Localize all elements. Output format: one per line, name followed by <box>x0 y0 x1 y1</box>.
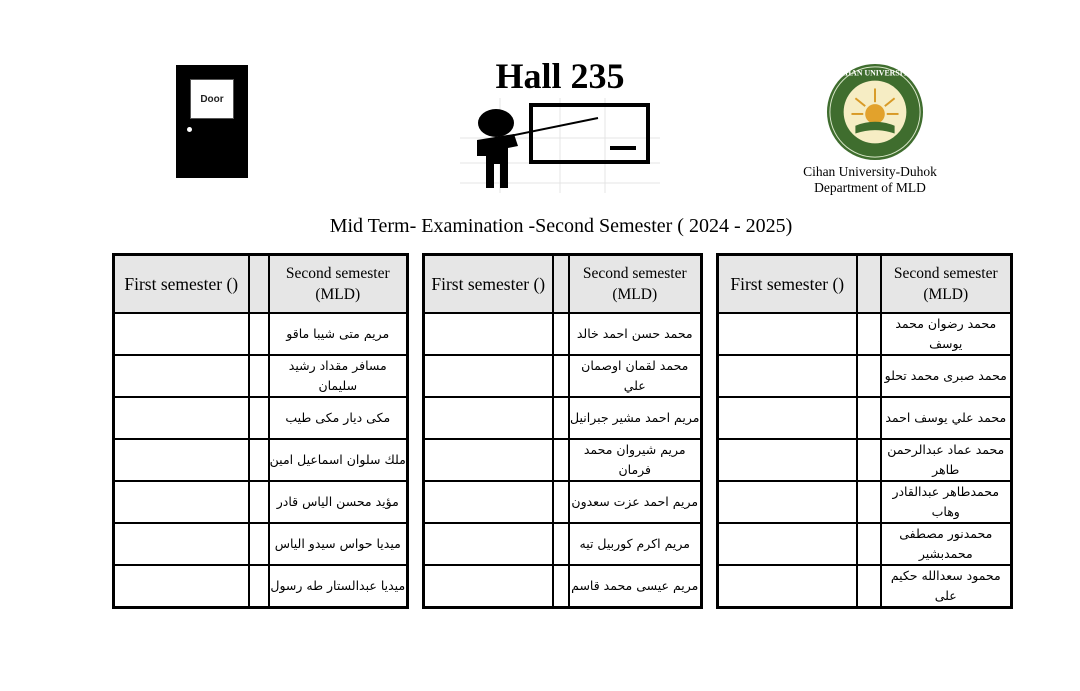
table-row <box>114 355 408 397</box>
spacer-cell <box>249 397 269 439</box>
table-row <box>718 565 1012 608</box>
spacer-cell <box>249 439 269 481</box>
spacer-cell <box>553 355 569 397</box>
logo-text: CIHAN UNIVERSITY <box>836 68 914 78</box>
first-semester-cell <box>718 439 857 481</box>
first-semester-cell <box>424 397 553 439</box>
seating-table-1 <box>112 253 409 609</box>
spacer-cell <box>553 523 569 565</box>
student-name-cell: مريم اكرم كوربيل تيه <box>569 523 702 565</box>
first-semester-cell <box>424 439 553 481</box>
second-semester-header <box>269 255 408 314</box>
student-name-cell: مريم شيروان محمد فرمان <box>569 439 702 481</box>
table-row <box>114 313 408 355</box>
table-row <box>424 481 702 523</box>
student-name-cell: محمد لقمان اوصمان علي <box>569 355 702 397</box>
spacer-cell <box>553 397 569 439</box>
table-row <box>718 481 1012 523</box>
student-name-cell: محمد عماد عبدالرحمن طاهر <box>881 439 1012 481</box>
table-row <box>718 397 1012 439</box>
spacer-cell <box>249 565 269 608</box>
table-row <box>718 439 1012 481</box>
first-semester-cell <box>718 397 857 439</box>
spacer-cell <box>249 313 269 355</box>
spacer-cell <box>249 355 269 397</box>
student-name-cell: مريم احمد عزت سعدون <box>569 481 702 523</box>
spacer-cell <box>553 439 569 481</box>
table-row <box>424 313 702 355</box>
exam-title: Mid Term- Examination -Second Semester ( 2024 - 2025) <box>329 215 793 237</box>
second-semester-label: Second semester <box>285 265 390 282</box>
student-name-cell: ميديا حواس سيدو الياس <box>269 523 408 565</box>
student-name-cell: محمد صبرى محمد تحلو <box>881 355 1012 397</box>
table-row <box>114 397 408 439</box>
table-row <box>114 481 408 523</box>
department-code-label: (MLD) <box>315 286 361 303</box>
student-name-cell: مريم متى شيبا ماقو <box>269 313 408 355</box>
first-semester-cell <box>114 523 249 565</box>
spacer-cell <box>249 481 269 523</box>
first-semester-header: First semester () <box>424 255 553 314</box>
table-row <box>114 523 408 565</box>
student-name-cell: مريم احمد مشير جبرانيل <box>569 397 702 439</box>
university-name: Cihan University-Duhok <box>803 164 937 179</box>
door-icon <box>176 65 248 178</box>
first-semester-cell <box>114 481 249 523</box>
seating-table-3 <box>716 253 1013 609</box>
student-name-cell: مكى ديار مكى طيب <box>269 397 408 439</box>
hall-title: Hall 235 <box>495 56 625 96</box>
first-semester-cell <box>114 397 249 439</box>
first-semester-cell <box>114 439 249 481</box>
student-name-cell: محمد حسن احمد خالد <box>569 313 702 355</box>
spacer-cell <box>857 355 881 397</box>
first-semester-cell <box>718 481 857 523</box>
spacer-cell <box>857 523 881 565</box>
spacer-cell <box>553 313 569 355</box>
student-name-cell: مريم عيسى محمد قاسم <box>569 565 702 608</box>
spacer-cell <box>857 397 881 439</box>
department-name: Department of MLD <box>814 180 926 195</box>
student-name-cell: محمد علي يوسف احمد <box>881 397 1012 439</box>
door-sign: Door <box>190 79 234 119</box>
first-semester-cell <box>424 313 553 355</box>
student-name-cell: مسافر مقداد رشيد سليمان <box>269 355 408 397</box>
first-semester-cell <box>718 355 857 397</box>
first-semester-cell <box>114 355 249 397</box>
door-knob <box>187 127 192 132</box>
spacer-cell <box>249 523 269 565</box>
first-semester-cell <box>718 565 857 608</box>
spacer-cell <box>553 565 569 608</box>
second-semester-header <box>569 255 702 314</box>
first-semester-cell <box>424 565 553 608</box>
table-row <box>424 523 702 565</box>
seating-table-2 <box>422 253 703 609</box>
spacer-cell <box>553 481 569 523</box>
spacer-cell <box>857 439 881 481</box>
spacer-header <box>249 255 269 314</box>
first-semester-cell <box>114 565 249 608</box>
table-row <box>718 355 1012 397</box>
department-code-label: (MLD) <box>612 286 658 303</box>
first-semester-header: First semester () <box>114 255 249 314</box>
department-code-label: (MLD) <box>923 286 969 303</box>
table-row <box>424 565 702 608</box>
table-row <box>718 523 1012 565</box>
first-semester-cell <box>424 523 553 565</box>
first-semester-cell <box>114 313 249 355</box>
first-semester-cell <box>718 523 857 565</box>
second-semester-label: Second semester <box>582 265 687 282</box>
second-semester-label: Second semester <box>893 265 998 282</box>
student-name-cell: ملك سلوان اسماعيل امين <box>269 439 408 481</box>
spacer-cell <box>857 481 881 523</box>
student-name-cell: ميديا عبدالستار طه رسول <box>269 565 408 608</box>
first-semester-header: First semester () <box>718 255 857 314</box>
spacer-header <box>553 255 569 314</box>
student-name-cell: محمدنور مصطفى محمدبشير <box>881 523 1012 565</box>
student-name-cell: محمد رضوان محمد يوسف <box>881 313 1012 355</box>
table-row <box>424 355 702 397</box>
first-semester-cell <box>424 355 553 397</box>
student-name-cell: محمود سعدالله حكيم على <box>881 565 1012 608</box>
table-row <box>114 439 408 481</box>
table-row <box>114 565 408 608</box>
table-row <box>424 397 702 439</box>
university-info <box>770 164 970 196</box>
second-semester-header <box>881 255 1012 314</box>
spacer-header <box>857 255 881 314</box>
teacher-at-board-icon <box>460 98 660 193</box>
student-name-cell: محمدطاهر عبدالقادر وهاب <box>881 481 1012 523</box>
table-row <box>718 313 1012 355</box>
spacer-cell <box>857 565 881 608</box>
first-semester-cell <box>424 481 553 523</box>
student-name-cell: مؤيد محسن الياس قادر <box>269 481 408 523</box>
spacer-cell <box>857 313 881 355</box>
first-semester-cell <box>718 313 857 355</box>
table-row <box>424 439 702 481</box>
university-logo <box>826 63 924 161</box>
